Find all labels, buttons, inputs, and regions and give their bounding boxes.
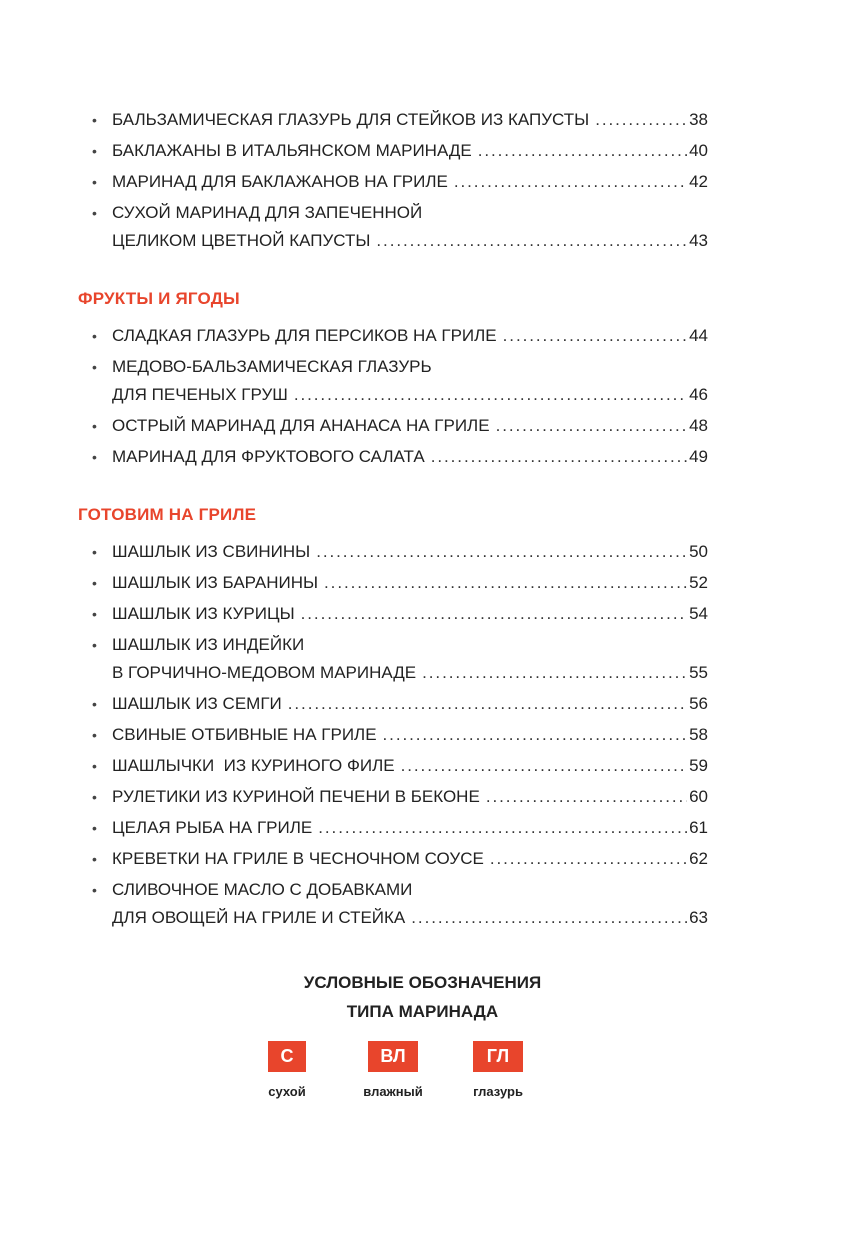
entry-title: МАРИНАД ДЛЯ ФРУКТОВОГО САЛАТА <box>112 447 425 466</box>
dry-marinade-badge: С <box>268 1041 306 1072</box>
toc-entry[interactable] <box>78 538 708 566</box>
entry-title: ЦЕЛАЯ РЫБА НА ГРИЛЕ <box>112 818 313 837</box>
dot-leader <box>301 600 687 628</box>
dot-leader <box>422 659 687 687</box>
entry-title: ШАШЛЫК ИЗ ИНДЕЙКИ <box>112 635 305 654</box>
entry-title: СВИНЫЕ ОТБИВНЫЕ НА ГРИЛЕ <box>112 725 377 744</box>
entry-page-number: 43 <box>689 231 708 250</box>
legend-title-line2: ТИПА МАРИНАДА <box>346 1002 499 1021</box>
entry-title: МЕДОВО-БАЛЬЗАМИЧЕСКАЯ ГЛАЗУРЬ <box>112 357 432 376</box>
entry-title: ОСТРЫЙ МАРИНАД ДЛЯ АНАНАСА НА ГРИЛЕ <box>112 416 490 435</box>
section-heading-grill: ГОТОВИМ НА ГРИЛЕ <box>78 505 257 524</box>
entry-page-number: 40 <box>689 141 708 160</box>
bullet-icon: • <box>92 143 97 159</box>
entry-page-number: 50 <box>689 542 708 561</box>
bullet-icon: • <box>92 544 97 560</box>
toc-entry[interactable] <box>78 600 708 628</box>
entry-page-number: 46 <box>689 385 708 404</box>
dot-leader <box>486 783 687 811</box>
bullet-icon: • <box>92 789 97 805</box>
bullet-icon: • <box>92 449 97 465</box>
entry-title: МАРИНАД ДЛЯ БАКЛАЖАНОВ НА ГРИЛЕ <box>112 172 448 191</box>
dot-leader <box>595 106 687 134</box>
bullet-icon: • <box>92 575 97 591</box>
bullet-icon: • <box>92 637 97 653</box>
entry-title: РУЛЕТИКИ ИЗ КУРИНОЙ ПЕЧЕНИ В БЕКОНЕ <box>112 787 480 806</box>
bullet-icon: • <box>92 418 97 434</box>
toc-section-fruits <box>78 322 708 474</box>
bullet-icon: • <box>92 328 97 344</box>
section-heading-fruits: ФРУКТЫ И ЯГОДЫ <box>78 289 240 308</box>
entry-page-number: 60 <box>689 787 708 806</box>
entry-page-number: 56 <box>689 694 708 713</box>
legend-title-line1: УСЛОВНЫЕ ОБОЗНАЧЕНИЯ <box>303 973 542 992</box>
entry-page-number: 59 <box>689 756 708 775</box>
wet-marinade-badge: ВЛ <box>368 1041 418 1072</box>
bullet-icon: • <box>92 359 97 375</box>
dot-leader <box>490 845 687 873</box>
entry-page-number: 38 <box>689 110 708 129</box>
toc-section-vegetables <box>78 106 708 258</box>
bullet-icon: • <box>92 606 97 622</box>
toc-entry[interactable] <box>78 690 708 718</box>
bullet-icon: • <box>92 851 97 867</box>
dot-leader <box>316 538 687 566</box>
entry-title: ШАШЛЫК ИЗ КУРИЦЫ <box>112 604 295 623</box>
legend-title <box>0 968 845 1026</box>
dot-leader <box>318 814 687 842</box>
entry-title: БАКЛАЖАНЫ В ИТАЛЬЯНСКОМ МАРИНАДЕ <box>112 141 472 160</box>
dot-leader <box>324 569 687 597</box>
glaze-badge: ГЛ <box>473 1041 523 1072</box>
entry-page-number: 55 <box>689 663 708 682</box>
bullet-icon: • <box>92 727 97 743</box>
toc-entry[interactable] <box>78 721 708 749</box>
entry-title: КРЕВЕТКИ НА ГРИЛЕ В ЧЕСНОЧНОМ СОУСЕ <box>112 849 484 868</box>
toc-entry[interactable] <box>78 322 708 350</box>
dot-leader <box>431 443 687 471</box>
entry-page-number: 58 <box>689 725 708 744</box>
bullet-icon: • <box>92 758 97 774</box>
entry-page-number: 62 <box>689 849 708 868</box>
entry-title: БАЛЬЗАМИЧЕСКАЯ ГЛАЗУРЬ ДЛЯ СТЕЙКОВ ИЗ КАПУСТЫ <box>112 110 590 129</box>
dry-marinade-caption: сухой <box>268 1084 306 1099</box>
entry-page-number: 48 <box>689 416 708 435</box>
entry-page-number: 44 <box>689 326 708 345</box>
dot-leader <box>401 752 687 780</box>
toc-entry[interactable] <box>78 199 708 255</box>
entry-page-number: 49 <box>689 447 708 466</box>
entry-page-number: 42 <box>689 172 708 191</box>
entry-title-continued: ДЛЯ ОВОЩЕЙ НА ГРИЛЕ И СТЕЙКА <box>112 908 406 927</box>
legend-badges <box>0 1041 845 1071</box>
entry-title-continued: ДЛЯ ПЕЧЕНЫХ ГРУШ <box>112 385 288 404</box>
dot-leader <box>496 412 688 440</box>
toc-entry[interactable] <box>78 168 708 196</box>
bullet-icon: • <box>92 112 97 128</box>
dot-leader <box>383 721 688 749</box>
toc-entry[interactable] <box>78 752 708 780</box>
dot-leader <box>454 168 687 196</box>
toc-entry[interactable] <box>78 845 708 873</box>
dot-leader <box>288 690 687 718</box>
dot-leader <box>411 904 687 932</box>
toc-entry[interactable] <box>78 106 708 134</box>
entry-title: ШАШЛЫК ИЗ СЕМГИ <box>112 694 282 713</box>
toc-entry[interactable] <box>78 569 708 597</box>
entry-title: СУХОЙ МАРИНАД ДЛЯ ЗАПЕЧЕННОЙ <box>112 203 423 222</box>
entry-title-continued: В ГОРЧИЧНО-МЕДОВОМ МАРИНАДЕ <box>112 663 417 682</box>
glaze-caption: глазурь <box>473 1084 523 1099</box>
entry-page-number: 54 <box>689 604 708 623</box>
toc-entry[interactable] <box>78 876 708 932</box>
toc-entry[interactable] <box>78 443 708 471</box>
entry-page-number: 52 <box>689 573 708 592</box>
dot-leader <box>503 322 687 350</box>
entry-title: ШАШЛЫЧКИ ИЗ КУРИНОГО ФИЛЕ <box>112 756 395 775</box>
dot-leader <box>376 227 687 255</box>
entry-page-number: 61 <box>689 818 708 837</box>
bullet-icon: • <box>92 174 97 190</box>
toc-entry[interactable] <box>78 631 708 687</box>
entry-title-continued: ЦЕЛИКОМ ЦВЕТНОЙ КАПУСТЫ <box>112 231 371 250</box>
bullet-icon: • <box>92 205 97 221</box>
entry-title: СЛАДКАЯ ГЛАЗУРЬ ДЛЯ ПЕРСИКОВ НА ГРИЛЕ <box>112 326 497 345</box>
entry-page-number: 63 <box>689 908 708 927</box>
toc-entry[interactable] <box>78 783 708 811</box>
dot-leader <box>478 137 687 165</box>
entry-title: СЛИВОЧНОЕ МАСЛО С ДОБАВКАМИ <box>112 880 413 899</box>
bullet-icon: • <box>92 882 97 898</box>
dot-leader <box>294 381 687 409</box>
toc-entry[interactable] <box>78 353 708 409</box>
wet-marinade-caption: влажный <box>363 1084 423 1099</box>
toc-entry[interactable] <box>78 814 708 842</box>
bullet-icon: • <box>92 820 97 836</box>
bullet-icon: • <box>92 696 97 712</box>
toc-entry[interactable] <box>78 412 708 440</box>
toc-section-grill <box>78 538 708 935</box>
toc-entry[interactable] <box>78 137 708 165</box>
entry-title: ШАШЛЫК ИЗ СВИНИНЫ <box>112 542 311 561</box>
entry-title: ШАШЛЫК ИЗ БАРАНИНЫ <box>112 573 319 592</box>
